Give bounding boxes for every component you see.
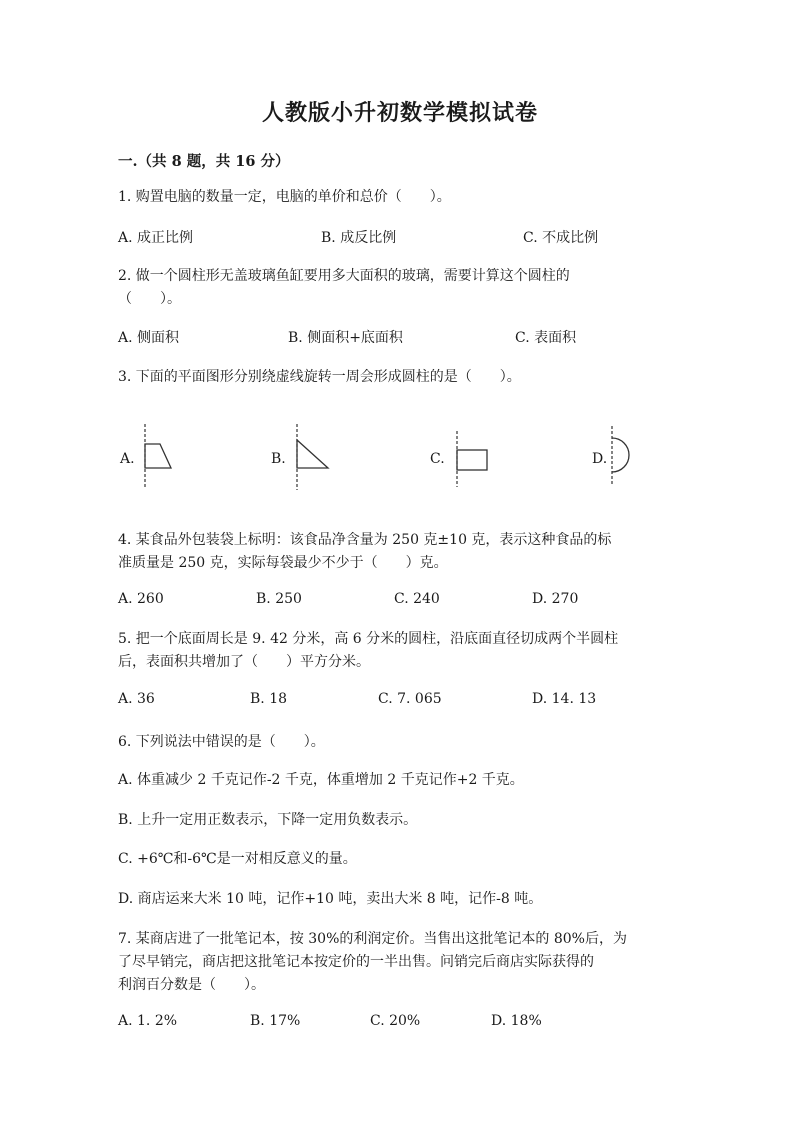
- question-1-stem: 1. 购置电脑的数量一定，电脑的单价和总价（ ）。: [118, 189, 451, 205]
- question-2-stem-line2: （ ）。: [118, 291, 181, 307]
- question-5-option-b: B. 18: [250, 691, 288, 707]
- question-6-option-b: B. 上升一定用正数表示，下降一定用负数表示。: [118, 812, 418, 828]
- question-7-stem-line2: 了尽早销完，商店把这批笔记本按定价的一半出售。问销完后商店实际获得的: [118, 954, 594, 970]
- question-3-option-d: D.: [592, 451, 608, 467]
- question-1-option-c: C. 不成比例: [523, 230, 599, 246]
- question-5-stem-line1: 5. 把一个底面周长是 9. 42 分米，高 6 分米的圆柱，沿底面直径切成两个半圆柱: [118, 631, 619, 647]
- question-3-option-a: A.: [120, 451, 135, 467]
- question-5-option-a: A. 36: [118, 691, 155, 707]
- question-6-stem: 6. 下列说法中错误的是（ ）。: [118, 734, 325, 750]
- question-4-stem-line1: 4. 某食品外包装袋上标明：该食品净含量为 250 克±10 克，表示这种食品的标: [118, 532, 612, 548]
- question-7-option-b: B. 17%: [250, 1013, 301, 1029]
- question-5-stem-line2: 后，表面积共增加了（ ）平方分米。: [118, 654, 370, 670]
- question-7-option-c: C. 20%: [370, 1013, 421, 1029]
- trapezoid-figure-icon: [138, 424, 178, 488]
- question-2-option-a: A. 侧面积: [118, 330, 180, 346]
- question-3-option-c: C.: [430, 451, 445, 467]
- question-7-option-d: D. 18%: [491, 1013, 542, 1029]
- page-title: 人教版小升初数学模拟试卷: [261, 100, 538, 126]
- question-6-option-a: A. 体重减少 2 千克记作-2 千克，体重增加 2 千克记作+2 千克。: [118, 772, 524, 788]
- question-6-option-c: C. +6℃和-6℃是一对相反意义的量。: [118, 851, 357, 867]
- question-6-option-d: D. 商店运来大米 10 吨，记作+10 吨，卖出大米 8 吨，记作-8 吨。: [118, 891, 543, 907]
- question-4-option-a: A. 260: [118, 591, 164, 607]
- section-heading: 一.（共 8 题，共 16 分）: [118, 153, 290, 170]
- question-2-option-b: B. 侧面积+底面积: [288, 330, 403, 346]
- question-5-option-c: C. 7. 065: [378, 691, 442, 707]
- question-1-option-a: A. 成正比例: [118, 230, 194, 246]
- question-3-option-b: B.: [271, 451, 286, 467]
- question-7-stem-line1: 7. 某商店进了一批笔记本，按 30%的利润定价。当售出这批笔记本的 80%后，为: [118, 931, 627, 947]
- question-7-stem-line3: 利润百分数是（ ）。: [118, 977, 265, 993]
- question-4-option-d: D. 270: [532, 591, 579, 607]
- question-3-stem: 3. 下面的平面图形分别绕虚线旋转一周会形成圆柱的是（ ）。: [118, 369, 521, 385]
- triangle-figure-icon: [290, 424, 335, 490]
- question-2-option-c: C. 表面积: [515, 330, 577, 346]
- question-1-option-b: B. 成反比例: [321, 230, 397, 246]
- question-4-option-c: C. 240: [394, 591, 440, 607]
- question-4-option-b: B. 250: [256, 591, 302, 607]
- semicircle-figure-icon: [606, 426, 642, 486]
- question-2-stem-line1: 2. 做一个圆柱形无盖玻璃鱼缸要用多大面积的玻璃，需要计算这个圆柱的: [118, 268, 570, 284]
- rectangle-figure-icon: [452, 431, 492, 487]
- question-5-option-d: D. 14. 13: [532, 691, 597, 707]
- question-7-option-a: A. 1. 2%: [118, 1013, 178, 1029]
- question-4-stem-line2: 准质量是 250 克，实际每袋最少不少于（ ）克。: [118, 555, 448, 571]
